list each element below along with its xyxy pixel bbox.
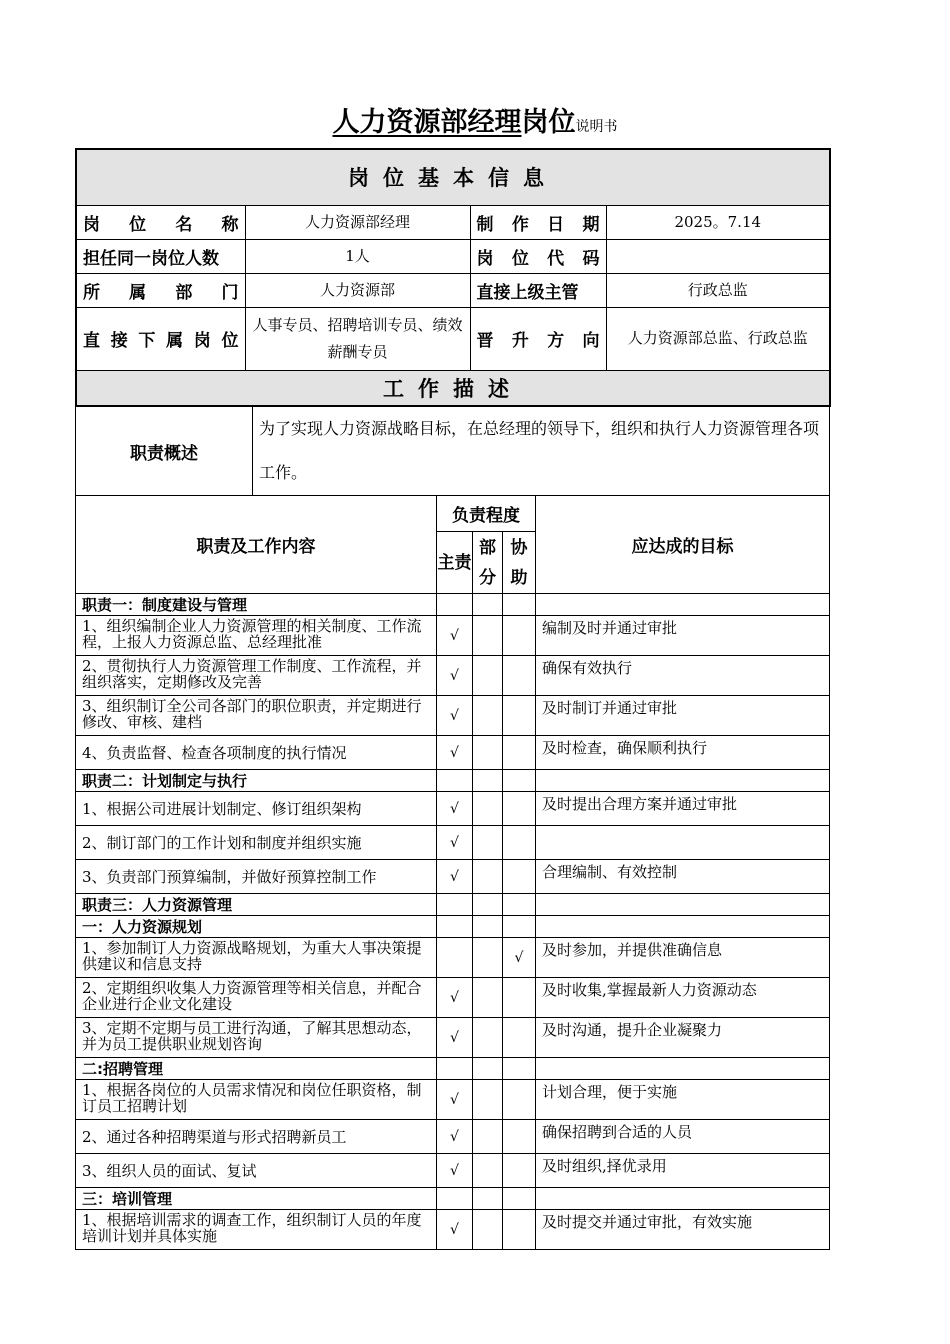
value-headcount: 1人 bbox=[245, 239, 470, 273]
label-subordinates bbox=[76, 307, 245, 370]
header-main: 主责 bbox=[437, 532, 473, 594]
main-check: √ bbox=[437, 616, 473, 656]
part-check bbox=[473, 736, 503, 770]
duty-content: 1、参加制订人力资源战略规划，为重大人事决策提供建议和信息支持 bbox=[76, 938, 437, 978]
duty-content: 3、组织制订全公司各部门的职位职责，并定期进行修改、审核、建档 bbox=[76, 696, 437, 736]
header-content: 职责及工作内容 bbox=[76, 496, 437, 594]
main-check: √ bbox=[437, 860, 473, 894]
assist-mark bbox=[503, 1188, 536, 1210]
assist-check bbox=[503, 978, 536, 1018]
duty-category: 三：培训管理 bbox=[76, 1188, 437, 1210]
label-text: 晋 升 方 向 bbox=[476, 331, 600, 351]
part-check bbox=[473, 978, 503, 1018]
assist-check bbox=[503, 860, 536, 894]
duty-category: 职责三：人力资源管理 bbox=[76, 894, 437, 916]
duty-content: 3、组织人员的面试、复试 bbox=[76, 1154, 437, 1188]
target-goal: 编制及时并通过审批 bbox=[536, 616, 830, 656]
part-check bbox=[473, 616, 503, 656]
part-mark bbox=[473, 1188, 503, 1210]
duty-table-header bbox=[76, 496, 830, 594]
label-position-code bbox=[470, 239, 606, 273]
main-check: √ bbox=[437, 978, 473, 1018]
label-promotion bbox=[470, 307, 606, 370]
duty-item-row bbox=[76, 978, 830, 1018]
part-mark bbox=[473, 894, 503, 916]
main-check: √ bbox=[437, 1018, 473, 1058]
assist-check bbox=[503, 1018, 536, 1058]
value-position-name: 人力资源部经理 bbox=[245, 205, 470, 239]
work-description-table bbox=[75, 406, 830, 1250]
part-check bbox=[473, 938, 503, 978]
assist-mark bbox=[503, 770, 536, 792]
duty-content: 1、组织编制企业人力资源管理的相关制度、工作流程，上报人力资源总监、总经理批准 bbox=[76, 616, 437, 656]
title-position-name: 人力资源部经理 bbox=[332, 107, 522, 138]
duty-category: 一：人力资源规划 bbox=[76, 916, 437, 938]
assist-check bbox=[503, 826, 536, 860]
duty-category: 二:招聘管理 bbox=[76, 1058, 437, 1080]
main-check: √ bbox=[437, 1080, 473, 1120]
main-mark bbox=[437, 1058, 473, 1080]
duty-item-row bbox=[76, 1018, 830, 1058]
main-mark bbox=[437, 594, 473, 616]
duty-category-row bbox=[76, 1058, 830, 1080]
duty-rows bbox=[76, 594, 830, 1250]
label-text: 直 接 下 属 岗 位 bbox=[83, 331, 239, 351]
label-text: 所 属 部 门 bbox=[83, 282, 239, 303]
duty-item-row bbox=[76, 860, 830, 894]
label-supervisor: 直接上级主管 bbox=[470, 273, 606, 307]
target-goal bbox=[536, 916, 830, 938]
duty-category-row bbox=[76, 916, 830, 938]
part-check bbox=[473, 826, 503, 860]
main-mark bbox=[437, 894, 473, 916]
target-goal bbox=[536, 594, 830, 616]
duty-content: 1、根据公司进展计划制定、修订组织架构 bbox=[76, 792, 437, 826]
part-check bbox=[473, 860, 503, 894]
summary-text: 为了实现人力资源战略目标，在总经理的领导下，组织和执行人力资源管理各项工作。 bbox=[253, 407, 830, 496]
target-goal: 确保有效执行 bbox=[536, 656, 830, 696]
duty-content: 1、根据各岗位的人员需求情况和岗位任职资格，制订员工招聘计划 bbox=[76, 1080, 437, 1120]
duty-item-row bbox=[76, 1210, 830, 1250]
duty-item-row bbox=[76, 938, 830, 978]
assist-mark bbox=[503, 594, 536, 616]
target-goal: 确保招聘到合适的人员 bbox=[536, 1120, 830, 1154]
duty-content: 4、负责监督、检查各项制度的执行情况 bbox=[76, 736, 437, 770]
part-check bbox=[473, 656, 503, 696]
duty-item-row bbox=[76, 1080, 830, 1120]
label-make-date bbox=[470, 205, 606, 239]
label-text: 岗 位 名 称 bbox=[83, 214, 239, 235]
duty-category: 职责一：制度建设与管理 bbox=[76, 594, 437, 616]
duty-item-row bbox=[76, 1154, 830, 1188]
main-mark bbox=[437, 770, 473, 792]
assist-check bbox=[503, 696, 536, 736]
target-goal: 及时检查，确保顺利执行 bbox=[536, 736, 830, 770]
target-goal: 合理编制、有效控制 bbox=[536, 860, 830, 894]
duty-content: 3、定期不定期与员工进行沟通，了解其思想动态，并为员工提供职业规划咨询 bbox=[76, 1018, 437, 1058]
target-goal bbox=[536, 1188, 830, 1210]
duty-item-row bbox=[76, 656, 830, 696]
duty-content: 1、根据培训需求的调查工作，组织制订人员的年度培训计划并具体实施 bbox=[76, 1210, 437, 1250]
duty-item-row bbox=[76, 792, 830, 826]
main-check: √ bbox=[437, 736, 473, 770]
value-position-code bbox=[606, 239, 830, 273]
part-mark bbox=[473, 770, 503, 792]
value-supervisor: 行政总监 bbox=[606, 273, 830, 307]
assist-check bbox=[503, 616, 536, 656]
duty-content: 3、负责部门预算编制，并做好预算控制工作 bbox=[76, 860, 437, 894]
assist-check bbox=[503, 1080, 536, 1120]
duty-item-row bbox=[76, 826, 830, 860]
header-part: 部分 bbox=[473, 532, 503, 594]
duty-category: 职责二：计划制定与执行 bbox=[76, 770, 437, 792]
target-goal: 及时收集,掌握最新人力资源动态 bbox=[536, 978, 830, 1018]
duty-category-row bbox=[76, 894, 830, 916]
target-goal: 计划合理，便于实施 bbox=[536, 1080, 830, 1120]
target-goal: 及时提出合理方案并通过审批 bbox=[536, 792, 830, 826]
main-mark bbox=[437, 1188, 473, 1210]
basic-info-table bbox=[75, 148, 831, 407]
value-subordinates: 人事专员、招聘培训专员、绩效薪酬专员 bbox=[245, 307, 470, 370]
main-check: √ bbox=[437, 792, 473, 826]
part-mark bbox=[473, 594, 503, 616]
assist-mark bbox=[503, 894, 536, 916]
main-check: √ bbox=[437, 1210, 473, 1250]
target-goal: 及时制订并通过审批 bbox=[536, 696, 830, 736]
part-check bbox=[473, 1080, 503, 1120]
duty-content: 2、通过各种招聘渠道与形式招聘新员工 bbox=[76, 1120, 437, 1154]
assist-check bbox=[503, 656, 536, 696]
document-title bbox=[0, 100, 950, 139]
main-check bbox=[437, 938, 473, 978]
assist-mark bbox=[503, 1058, 536, 1080]
assist-check bbox=[503, 1120, 536, 1154]
target-goal: 及时沟通，提升企业凝聚力 bbox=[536, 1018, 830, 1058]
assist-check bbox=[503, 1210, 536, 1250]
header-goal: 应达成的目标 bbox=[536, 496, 830, 594]
main-check: √ bbox=[437, 696, 473, 736]
assist-mark bbox=[503, 916, 536, 938]
part-mark bbox=[473, 1058, 503, 1080]
part-check bbox=[473, 1120, 503, 1154]
target-goal bbox=[536, 894, 830, 916]
assist-check: √ bbox=[503, 938, 536, 978]
target-goal: 及时参加，并提供准确信息 bbox=[536, 938, 830, 978]
title-post: 岗位 bbox=[521, 107, 576, 138]
main-mark bbox=[437, 916, 473, 938]
main-check: √ bbox=[437, 1120, 473, 1154]
summary-label: 职责概述 bbox=[76, 407, 253, 496]
target-goal bbox=[536, 826, 830, 860]
duty-category-row bbox=[76, 1188, 830, 1210]
value-department: 人力资源部 bbox=[245, 273, 470, 307]
label-headcount: 担任同一岗位人数 bbox=[76, 239, 245, 273]
part-check bbox=[473, 1154, 503, 1188]
assist-check bbox=[503, 792, 536, 826]
duty-content: 2、贯彻执行人力资源管理工作制度、工作流程，并组织落实，定期修改及完善 bbox=[76, 656, 437, 696]
basic-info-section-title: 岗位基本信息 bbox=[76, 149, 830, 205]
title-suffix: 说明书 bbox=[575, 119, 618, 135]
part-check bbox=[473, 1210, 503, 1250]
main-check: √ bbox=[437, 656, 473, 696]
label-text: 制 作 日 期 bbox=[476, 214, 600, 235]
target-goal: 及时提交并通过审批，有效实施 bbox=[536, 1210, 830, 1250]
duty-item-row bbox=[76, 616, 830, 656]
duty-content: 2、制订部门的工作计划和制度并组织实施 bbox=[76, 826, 437, 860]
target-goal: 及时组织,择优录用 bbox=[536, 1154, 830, 1188]
header-degree: 负责程度 bbox=[437, 496, 536, 532]
duty-category-row bbox=[76, 770, 830, 792]
work-description-section-title: 工作描述 bbox=[76, 370, 830, 406]
label-position-name bbox=[76, 205, 245, 239]
main-check: √ bbox=[437, 826, 473, 860]
label-department bbox=[76, 273, 245, 307]
label-text: 岗 位 代 码 bbox=[476, 248, 600, 269]
assist-check bbox=[503, 736, 536, 770]
header-assist: 协助 bbox=[503, 532, 536, 594]
main-check: √ bbox=[437, 1154, 473, 1188]
part-check bbox=[473, 1018, 503, 1058]
duty-content: 2、定期组织收集人力资源管理等相关信息，并配合企业进行企业文化建设 bbox=[76, 978, 437, 1018]
target-goal bbox=[536, 1058, 830, 1080]
assist-check bbox=[503, 1154, 536, 1188]
part-mark bbox=[473, 916, 503, 938]
duty-item-row bbox=[76, 1120, 830, 1154]
target-goal bbox=[536, 770, 830, 792]
value-make-date: 2025。7.14 bbox=[606, 205, 830, 239]
duty-item-row bbox=[76, 696, 830, 736]
part-check bbox=[473, 696, 503, 736]
value-promotion: 人力资源部总监、行政总监 bbox=[606, 307, 830, 370]
duty-item-row bbox=[76, 736, 830, 770]
duty-category-row bbox=[76, 594, 830, 616]
part-check bbox=[473, 792, 503, 826]
